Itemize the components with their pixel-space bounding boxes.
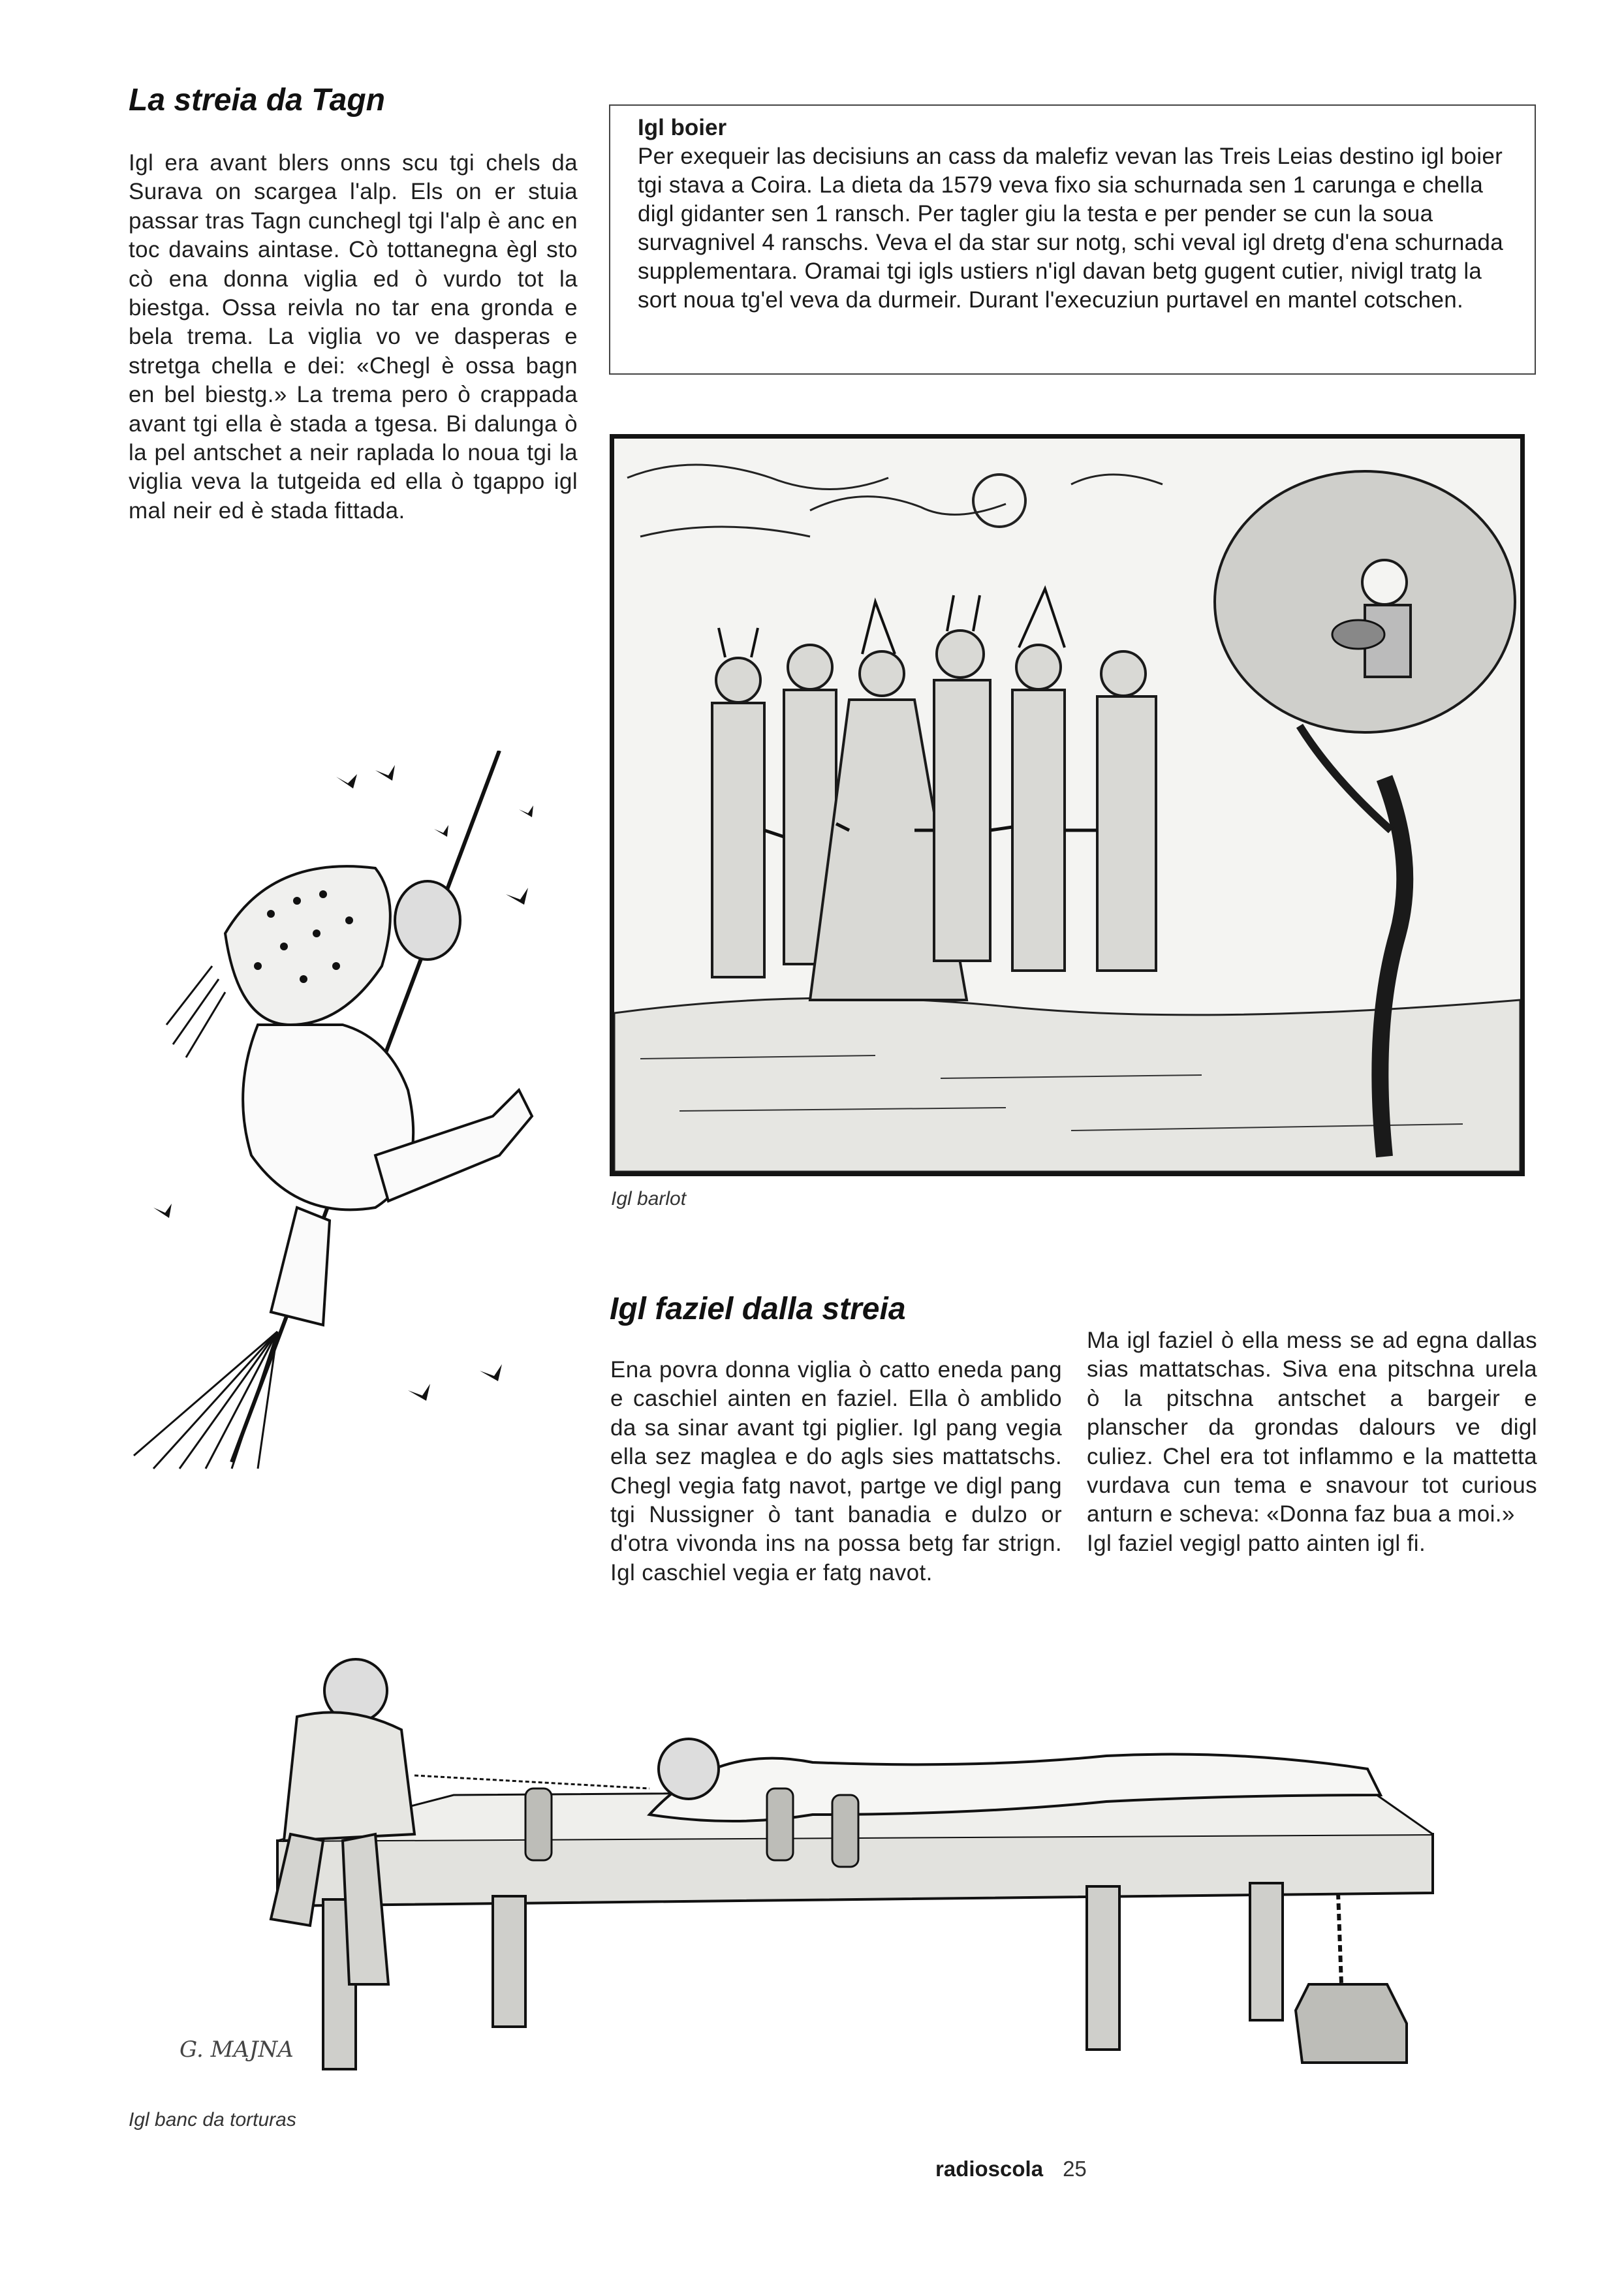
witch-drawing: [127, 751, 597, 1475]
torture-bench-caption: Igl banc da torturas: [129, 2109, 296, 2131]
article-paragraph: Ma igl faziel ò ella mess se ad egna dallas sias mattatschas. Siva ena pitschna urela ò la pitschna antschet a bargeir e planscher da grondas dalours ve digl culiez. Chel era tot inflammo e la mattetta vurdava cun tema e snavour tot curious anturn e scheva: «Donna faz bua a moi.»: [1087, 1328, 1537, 1527]
woodcut-caption: Igl barlot: [611, 1188, 687, 1210]
page-footer: [935, 2157, 1087, 2181]
article-paragraph-last: Igl faziel vegigl patto ainten igl fi.: [1087, 1530, 1426, 1556]
article-paragraph: Igl era avant blers onns scu tgi chels da Surava on scargea l'alp. Els on er stuia passar tras Tagn cunchegl tgi l'alp è anc en toc davains aintase. Cò tottanegna ègl sto cò ena donna viglia ed ò vurdo tot la biestga. Ossa reivla no tar ena gronda e bela trema. La viglia vo ve dasperas e stretga chella e dei: «Chegl è ossa bagn en bel biestg.» La trema pero ò crappada avant tgi ella è stada a tgesa. Bi dalunga ò la pel antschet a neir raplada lo noua tgi la viglia veva la tutgeida ed ella ò tgappo igl mal neir ed è stada fittada.: [129, 150, 578, 523]
torture-bench-drawing: [127, 1619, 1544, 2102]
sidebar-box-title: Igl boier: [638, 115, 727, 140]
article-body-streia-da-tagn: [129, 149, 578, 525]
engraver-signature: G. MAJNA: [180, 2037, 294, 2063]
torture-bench-illustration: [127, 1619, 1544, 2102]
article-column-2: [1087, 1326, 1537, 1558]
publication-name: radioscola: [935, 2157, 1044, 2181]
woodcut-drawing: [614, 439, 1520, 1172]
article-title-streia-da-tagn: La streia da Tagn: [129, 83, 385, 117]
page-number: 25: [1063, 2157, 1087, 2181]
article-paragraph: Ena povra donna viglia ò catto eneda pang e caschiel ainten en faziel. Ella ò amblido da sa sinar avant tgi piglier. Igl pang vegia ella sez maglea e do agls sies mattatschs. Chegl vegia fatg navot, partge ve digl pang tgi Nussigner ò tant banadia e dulzo or d'otra vivonda ins na possa betg far strign. Igl caschiel vegia er fatg navot.: [610, 1357, 1062, 1585]
sidebar-box-text: Per exequeir las decisiuns an cass da malefiz vevan las Treis Leias destino igl boier tgi stava a Coira. La dieta da 1579 veva fixo sia schurnada sen 1 carunga e chella digl gidanter sen 1 ransch. Per tagler giu la testa e per pender se cun la soua survagnivel 4 ranschs. Veva el da star sur notg, schi veval igl dretg d'ena schurnada supplementara. Oramai tgi igls ustiers n'igl davan betg gugent cutier, nivigl tratg la sort noua tg'el veva da durmeir. Durant l'execuziun purtavel en mantel cotschen.: [638, 144, 1503, 313]
article-column-1: [610, 1356, 1062, 1587]
woodcut-illustration: [610, 434, 1525, 1176]
sidebar-box-boier: [609, 104, 1536, 375]
article-title-faziel-dalla-streia: Igl faziel dalla streia: [610, 1292, 906, 1326]
witch-on-broom-illustration: [127, 751, 597, 1475]
